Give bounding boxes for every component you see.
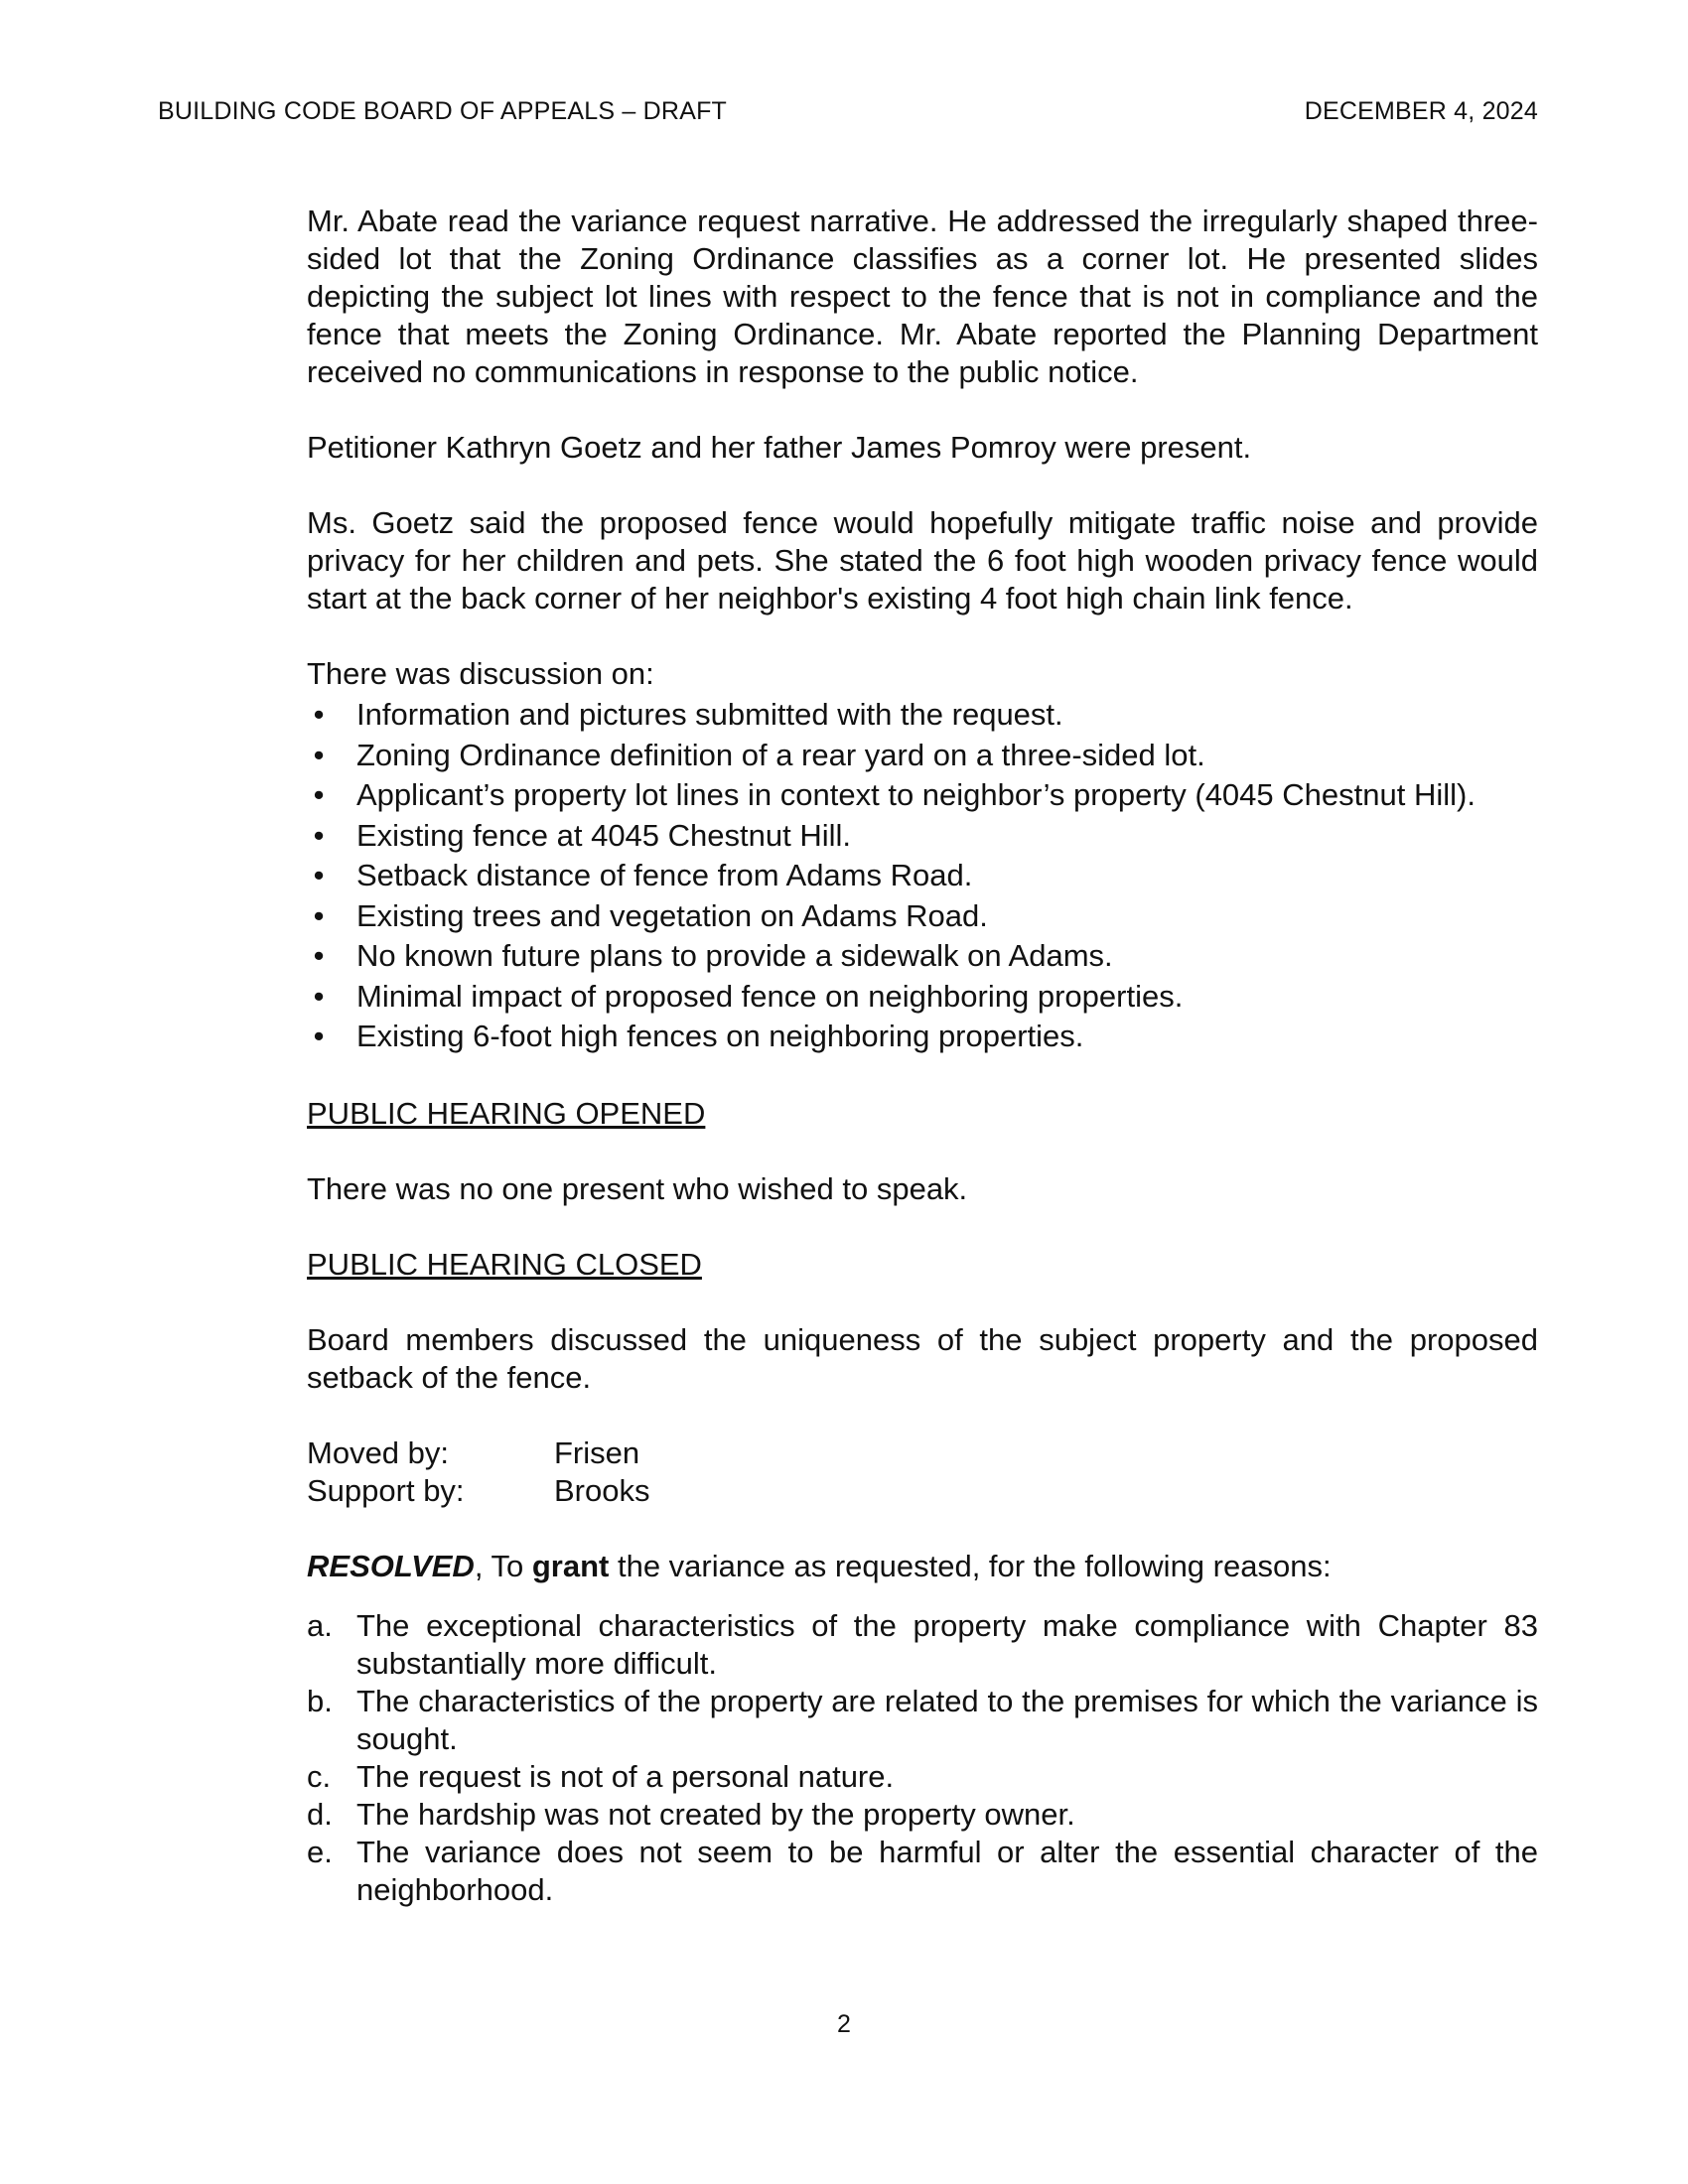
support-by-row	[307, 1472, 649, 1510]
discussion-item-text: Existing fence at 4045 Chestnut Hill.	[356, 817, 851, 853]
reason-marker: b.	[307, 1683, 333, 1718]
bullet-icon: •	[313, 817, 325, 853]
moved-by-value: Frisen	[554, 1434, 640, 1470]
discussion-item-text: Applicant’s property lot lines in context to neighbor’s property (4045 Chestnut Hill).	[356, 777, 1476, 812]
discussion-item-text: Minimal impact of proposed fence on neighboring properties.	[356, 978, 1184, 1014]
page-number: 2	[837, 2010, 851, 2038]
discussion-item	[307, 936, 1538, 977]
resolution-statement	[307, 1548, 1538, 1585]
reason-item	[307, 1834, 1538, 1909]
bullet-icon: •	[313, 978, 325, 1014]
petitioner-statement-paragraph: Ms. Goetz said the proposed fence would hopefully mitigate traffic noise and provide privacy for her children and pets. She stated the 6 foot high wooden privacy fence would start at the back corner of her neighbor's existing 4 foot high chain link fence.	[307, 505, 1538, 615]
discussion-item-text: Existing 6-foot high fences on neighboring properties.	[356, 1019, 1084, 1053]
discussion-item-text: No known future plans to provide a sidewalk on Adams.	[356, 938, 1113, 973]
discussion-item	[307, 775, 1538, 816]
support-by-label: Support by:	[307, 1472, 465, 1508]
board-discussion-paragraph: Board members discussed the uniqueness of the subject property and the proposed setback of the fence.	[307, 1321, 1538, 1395]
bullet-icon: •	[313, 858, 325, 892]
public-hearing-opened-heading: PUBLIC HEARING OPENED	[307, 1095, 706, 1131]
bullet-icon: •	[313, 1019, 325, 1053]
reason-marker: d.	[307, 1796, 333, 1832]
page-header	[158, 97, 1538, 126]
resolution-text-1: , To	[474, 1548, 532, 1583]
reason-item	[307, 1796, 1538, 1834]
discussion-item-text: Information and pictures submitted with the request.	[356, 697, 1063, 732]
reason-item	[307, 1683, 1538, 1758]
bullet-icon: •	[313, 938, 325, 973]
header-date: DECEMBER 4, 2024	[1304, 97, 1538, 125]
header-title: BUILDING CODE BOARD OF APPEALS – DRAFT	[158, 97, 728, 125]
discussion-item-text: Existing trees and vegetation on Adams Road.	[356, 897, 988, 933]
discussion-list	[307, 695, 1538, 1057]
bullet-icon: •	[313, 897, 325, 933]
support-by-value: Brooks	[554, 1472, 650, 1508]
discussion-item	[307, 977, 1538, 1018]
bullet-icon: •	[313, 697, 325, 732]
discussion-item	[307, 816, 1538, 857]
discussion-item-text: Zoning Ordinance definition of a rear yard on a three-sided lot.	[356, 737, 1205, 772]
resolution-text-2: the variance as requested, for the following reasons:	[609, 1548, 1332, 1583]
reason-marker: c.	[307, 1758, 332, 1794]
document-body	[307, 203, 1538, 1909]
reason-text: The request is not of a personal nature.	[356, 1758, 895, 1794]
discussion-item	[307, 856, 1538, 896]
discussion-item	[307, 1017, 1538, 1057]
reasons-list	[307, 1607, 1538, 1909]
moved-by-label: Moved by:	[307, 1434, 450, 1470]
reason-marker: a.	[307, 1607, 333, 1643]
discussion-intro: There was discussion on:	[307, 656, 654, 691]
bullet-icon: •	[313, 737, 325, 772]
reason-text: The hardship was not created by the property owner.	[356, 1796, 1075, 1832]
reason-text: The exceptional characteristics of the property make compliance with Chapter 83 substantially more difficult.	[356, 1607, 1538, 1681]
discussion-item	[307, 896, 1538, 937]
reason-item	[307, 1758, 1538, 1796]
reason-text: The variance does not seem to be harmful or alter the essential character of the neighborhood.	[356, 1834, 1538, 1907]
reason-item	[307, 1607, 1538, 1683]
bullet-icon: •	[313, 777, 325, 812]
motion-table	[307, 1434, 649, 1510]
reason-marker: e.	[307, 1834, 333, 1869]
public-hearing-statement: There was no one present who wished to speak.	[307, 1170, 968, 1206]
narrative-paragraph: Mr. Abate read the variance request narrative. He addressed the irregularly shaped three-sided lot that the Zoning Ordinance classifies as a corner lot. He presented slides depicting the subject lot lines with respect to the fence that is not in compliance and the fence that meets the Zoning Ordinance. Mr. Abate reported the Planning Department received no communications in response to the public notice.	[307, 204, 1538, 389]
discussion-item-text: Setback distance of fence from Adams Road.	[356, 858, 973, 892]
public-hearing-closed-heading: PUBLIC HEARING CLOSED	[307, 1246, 702, 1282]
reason-text: The characteristics of the property are related to the premises for which the variance is sought.	[356, 1683, 1538, 1756]
moved-by-row	[307, 1434, 649, 1472]
grant-keyword: grant	[531, 1548, 610, 1583]
discussion-item	[307, 695, 1538, 736]
discussion-item	[307, 736, 1538, 776]
attendance-paragraph: Petitioner Kathryn Goetz and her father James Pomroy were present.	[307, 430, 1252, 465]
resolved-keyword: RESOLVED	[307, 1548, 475, 1583]
